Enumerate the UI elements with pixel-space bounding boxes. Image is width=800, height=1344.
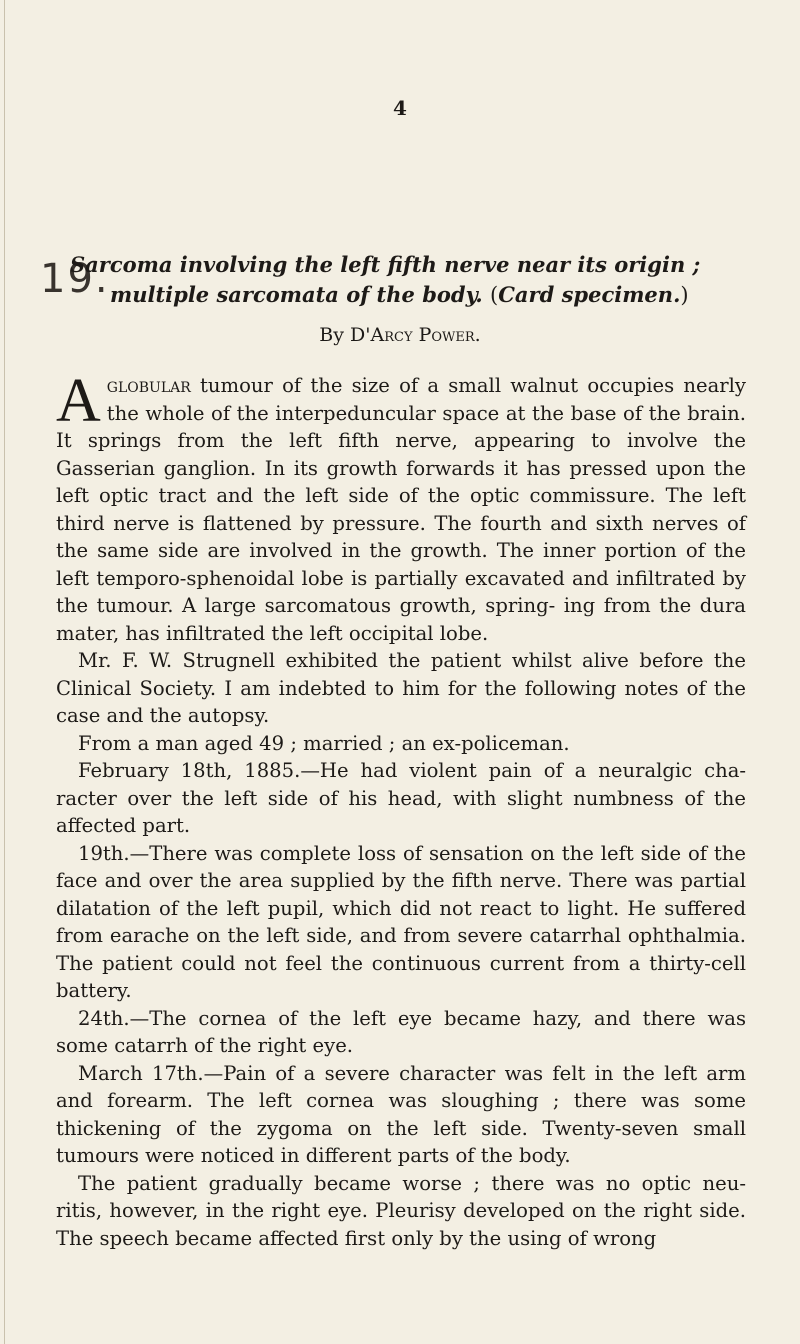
title-card-specimen: Card specimen. bbox=[498, 282, 681, 307]
article-body bbox=[56, 367, 746, 1252]
drop-cap: A bbox=[56, 367, 101, 435]
page-number: 4 bbox=[393, 96, 407, 120]
title-main: Sarcoma involving the left fifth nerve near its origin ; multiple sarcomata of the body. bbox=[70, 252, 701, 307]
paragraph: March 17th.—Pain of a severe character was felt in the left arm and forearm. The left cornea was sloughing ; there was some thickening of the zygoma on the left side. Twenty-seven small tumours were noticed in different parts of the body. bbox=[56, 1061, 746, 1167]
paragraph: February 18th, 1885.—He had violent pain of a neuralgic cha- racter over the left side of his head, with slight numbness of the affected part. bbox=[56, 759, 746, 837]
paragraph: 24th.—The cornea of the left eye became hazy, and there was some catarrh of the right eye. bbox=[56, 1006, 746, 1057]
paragraph: From a man aged 49 ; married ; an ex-policeman. bbox=[78, 731, 570, 755]
paragraph: Mr. F. W. Strugnell exhibited the patient whilst alive before the Clinical Society. I am indebted to him for the following notes of the case and the autopsy. bbox=[56, 649, 746, 727]
paragraph-text: tumour of the size of a small walnut occupies nearly the whole of the interpeduncular space at the base of the brain. It springs from the left fifth nerve, appearing to involve the Gasserian ganglion. In its growth forwards it has pressed upon the left optic tract and the left side of the optic commissure. The left third nerve is flattened by pressure. The fourth and sixth nerves of the same side are involved in the growth. The inner portion of the left temporo-sphenoidal lobe is partially excavated and infiltrated by the tumour. A large sarcomatous growth, spring- ing from the dura mater, has infiltrated the left occipital lobe. bbox=[56, 374, 746, 645]
page-edge bbox=[4, 0, 5, 1344]
paragraph bbox=[56, 367, 746, 647]
paragraph: 19th.—There was complete loss of sensation on the left side of the face and over the area supplied by the fifth nerve. There was partial dilatation of the left pupil, which did not react to light. He suffered from earache on the left side, and from severe catarrhal ophthalmia. The patient could not feel the continuous current from a thirty-cell battery. bbox=[56, 841, 746, 1002]
title-paren-close: ) bbox=[680, 283, 689, 307]
author-name: D'Arcy Power. bbox=[350, 324, 481, 346]
title-paren-open: ( bbox=[490, 283, 499, 307]
byline-prefix: By bbox=[319, 324, 344, 346]
article-title bbox=[70, 250, 790, 310]
handwritten-note: 19. bbox=[40, 256, 110, 302]
paragraph: The patient gradually became worse ; there was no optic neu- ritis, however, in the right eye. Pleurisy developed on the right side. The speech became affected first only by the using of wrong bbox=[56, 1171, 746, 1250]
first-word: globular bbox=[106, 374, 191, 397]
byline bbox=[0, 324, 800, 346]
